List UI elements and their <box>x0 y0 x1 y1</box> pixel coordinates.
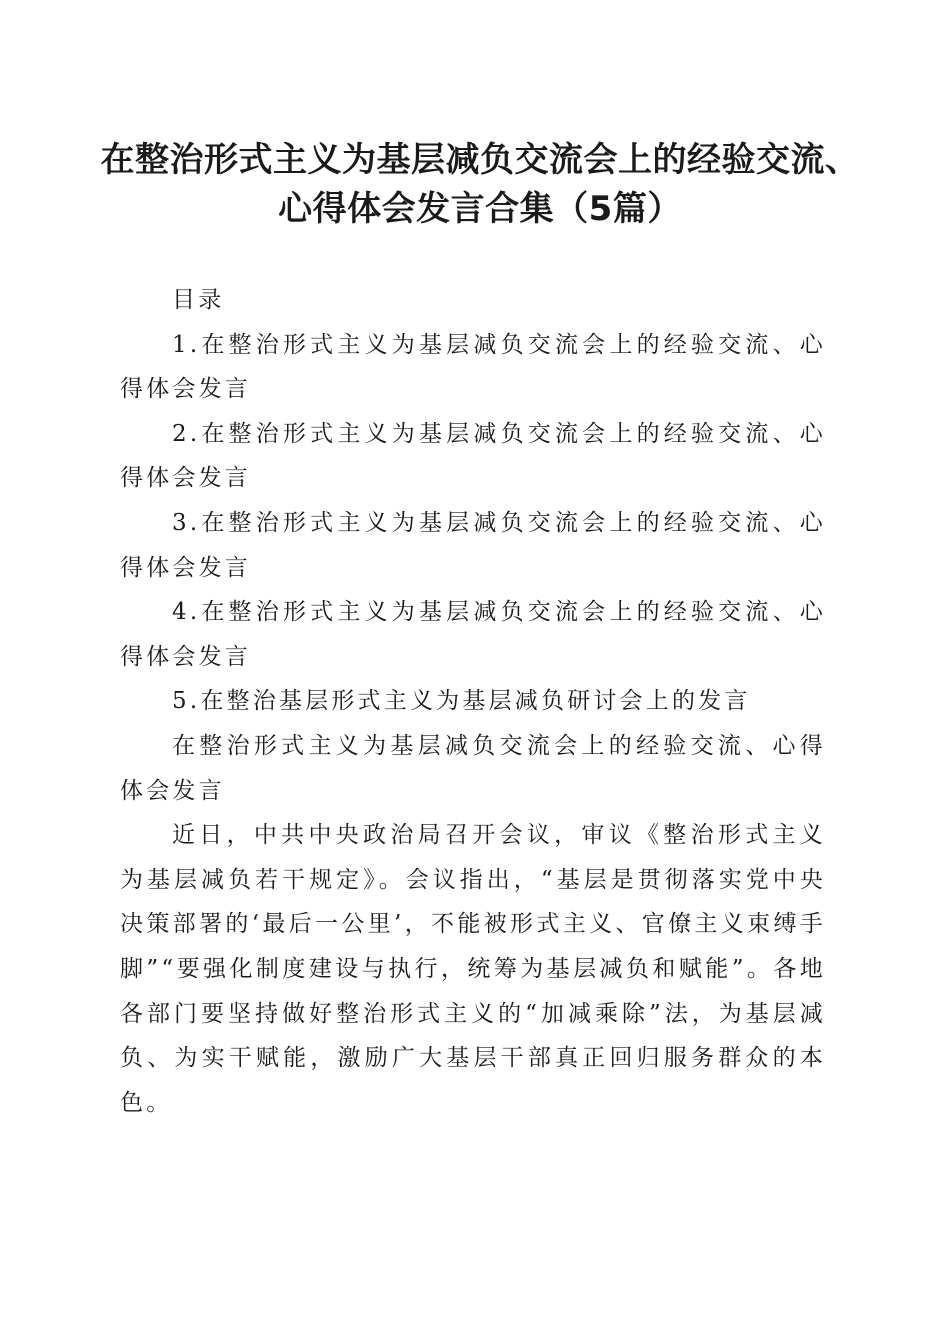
toc-item-4: 4.在整治形式主义为基层减负交流会上的经验交流、心得体会发言 <box>120 599 826 670</box>
toc-item-1: 1.在整治形式主义为基层减负交流会上的经验交流、心得体会发言 <box>120 331 826 403</box>
toc-item-2: 2.在整治形式主义为基层减负交流会上的经验交流、心得体会发言 <box>120 420 826 492</box>
document-body <box>120 278 826 1125</box>
toc-item-5: 5.在整治基层形式主义为基层减负研讨会上的发言 <box>172 688 751 715</box>
body-paragraph: 近日，中共中央政治局召开会议，审议《整治形式主义为基层减负若干规定》。会议指出，“基层是贯彻落实党中央决策部署的‘最后一公里’，不能被形式主义、官僚主义束缚手脚”“要强化制度建设与执行，统筹为基层减负和赋能”。各地各部门要坚持做好整治形式主义的“加减乘除”法，为基层减负、为实干赋能，激励广大基层干部真正回归服务群众的本色。 <box>120 822 826 1116</box>
section-heading: 在整治形式主义为基层减负交流会上的经验交流、心得体会发言 <box>120 732 826 804</box>
document-title: 在整治形式主义为基层减负交流会上的经验交流、心得体会发言合集（5篇） <box>100 140 860 229</box>
toc-item-3: 3.在整治形式主义为基层减负交流会上的经验交流、心得体会发言 <box>120 509 826 581</box>
toc-heading: 目录 <box>172 287 225 313</box>
